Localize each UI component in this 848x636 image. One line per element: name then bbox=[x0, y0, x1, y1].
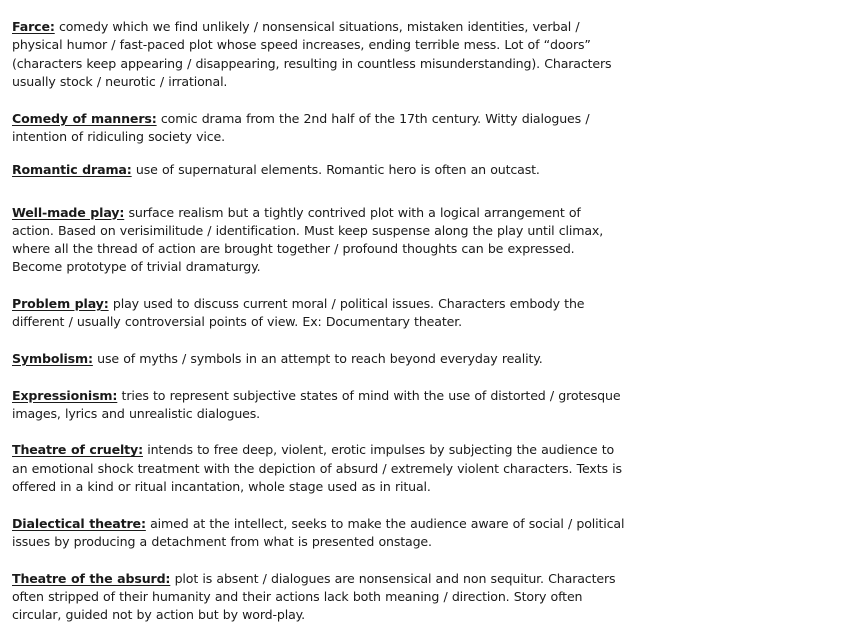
definition-expressionism: tries to represent subjective states of mind with the use of distorted / grotesque images, lyrics and unrealistic dialogues. bbox=[12, 387, 621, 421]
definition-dialectical-theatre: aimed at the intellect, seeks to make the audience aware of social / political issues by producing a detachment from what is presented onstage. bbox=[12, 515, 625, 549]
entry-theatre-of-the-absurd bbox=[12, 570, 626, 625]
definition-romantic-drama: use of supernatural elements. Romantic hero is often an outcast. bbox=[131, 161, 540, 177]
definition-well-made-play: surface realism but a tightly contrived plot with a logical arrangement of action. Based on verisimilitude / identification. Must keep suspense along the play until climax, where all the thread of action are brought together / profound thoughts can be expressed. Become prototype of trivial dramaturgy. bbox=[12, 204, 604, 275]
term-symbolism: Symbolism: bbox=[12, 350, 93, 366]
document-body bbox=[12, 18, 626, 624]
term-well-made-play: Well-made play: bbox=[12, 204, 125, 220]
term-farce: Farce: bbox=[12, 19, 55, 34]
definition-problem-play: play used to discuss current moral / political issues. Characters embody the different / usually controversial points of view. Ex: Documentary theater. bbox=[12, 296, 585, 330]
entry-romantic-drama bbox=[12, 161, 626, 179]
entry-problem-play bbox=[12, 295, 626, 332]
entry-symbolism bbox=[12, 350, 626, 368]
definition-theatre-of-cruelty: intends to free deep, violent, erotic impulses by subjecting the audience to an emotional shock treatment with the depiction of absurd / extremely violent characters. Texts is offered in a kind or ritual incantation, whole stage used as in ritual. bbox=[12, 442, 622, 495]
term-dialectical-theatre: Dialectical theatre: bbox=[12, 515, 146, 531]
term-theatre-of-the-absurd: Theatre of the absurd: bbox=[12, 570, 171, 586]
entry-well-made-play bbox=[12, 204, 626, 277]
entry-theatre-of-cruelty bbox=[12, 441, 626, 496]
term-comedy-of-manners: Comedy of manners: bbox=[12, 110, 157, 126]
definition-comedy-of-manners: comic drama from the 2nd half of the 17th century. Witty dialogues / intention of ridiculing society vice. bbox=[12, 110, 590, 144]
entry-expressionism bbox=[12, 387, 626, 424]
term-problem-play: Problem play: bbox=[12, 296, 109, 312]
term-expressionism: Expressionism: bbox=[12, 387, 118, 403]
term-romantic-drama: Romantic drama: bbox=[12, 161, 132, 177]
entry-farce bbox=[12, 18, 626, 91]
entry-dialectical-theatre bbox=[12, 515, 626, 552]
entry-comedy-of-manners bbox=[12, 110, 626, 147]
definition-farce: comedy which we find unlikely / nonsensical situations, mistaken identities, verbal / physical humor / fast-paced plot whose speed increases, ending terrible mess. Lot of “doors” (characters keep appearing / disappearing, resulting in countless misunderstanding). Characters usually stock / neurotic / irrational. bbox=[12, 19, 612, 89]
definition-symbolism: use of myths / symbols in an attempt to reach beyond everyday reality. bbox=[92, 350, 543, 366]
term-theatre-of-cruelty: Theatre of cruelty: bbox=[12, 442, 143, 458]
definition-theatre-of-the-absurd: plot is absent / dialogues are nonsensical and non sequitur. Characters often stripped of their humanity and their actions lack both meaning / direction. Story often circular, guided not by action but by word-play. bbox=[12, 570, 616, 623]
